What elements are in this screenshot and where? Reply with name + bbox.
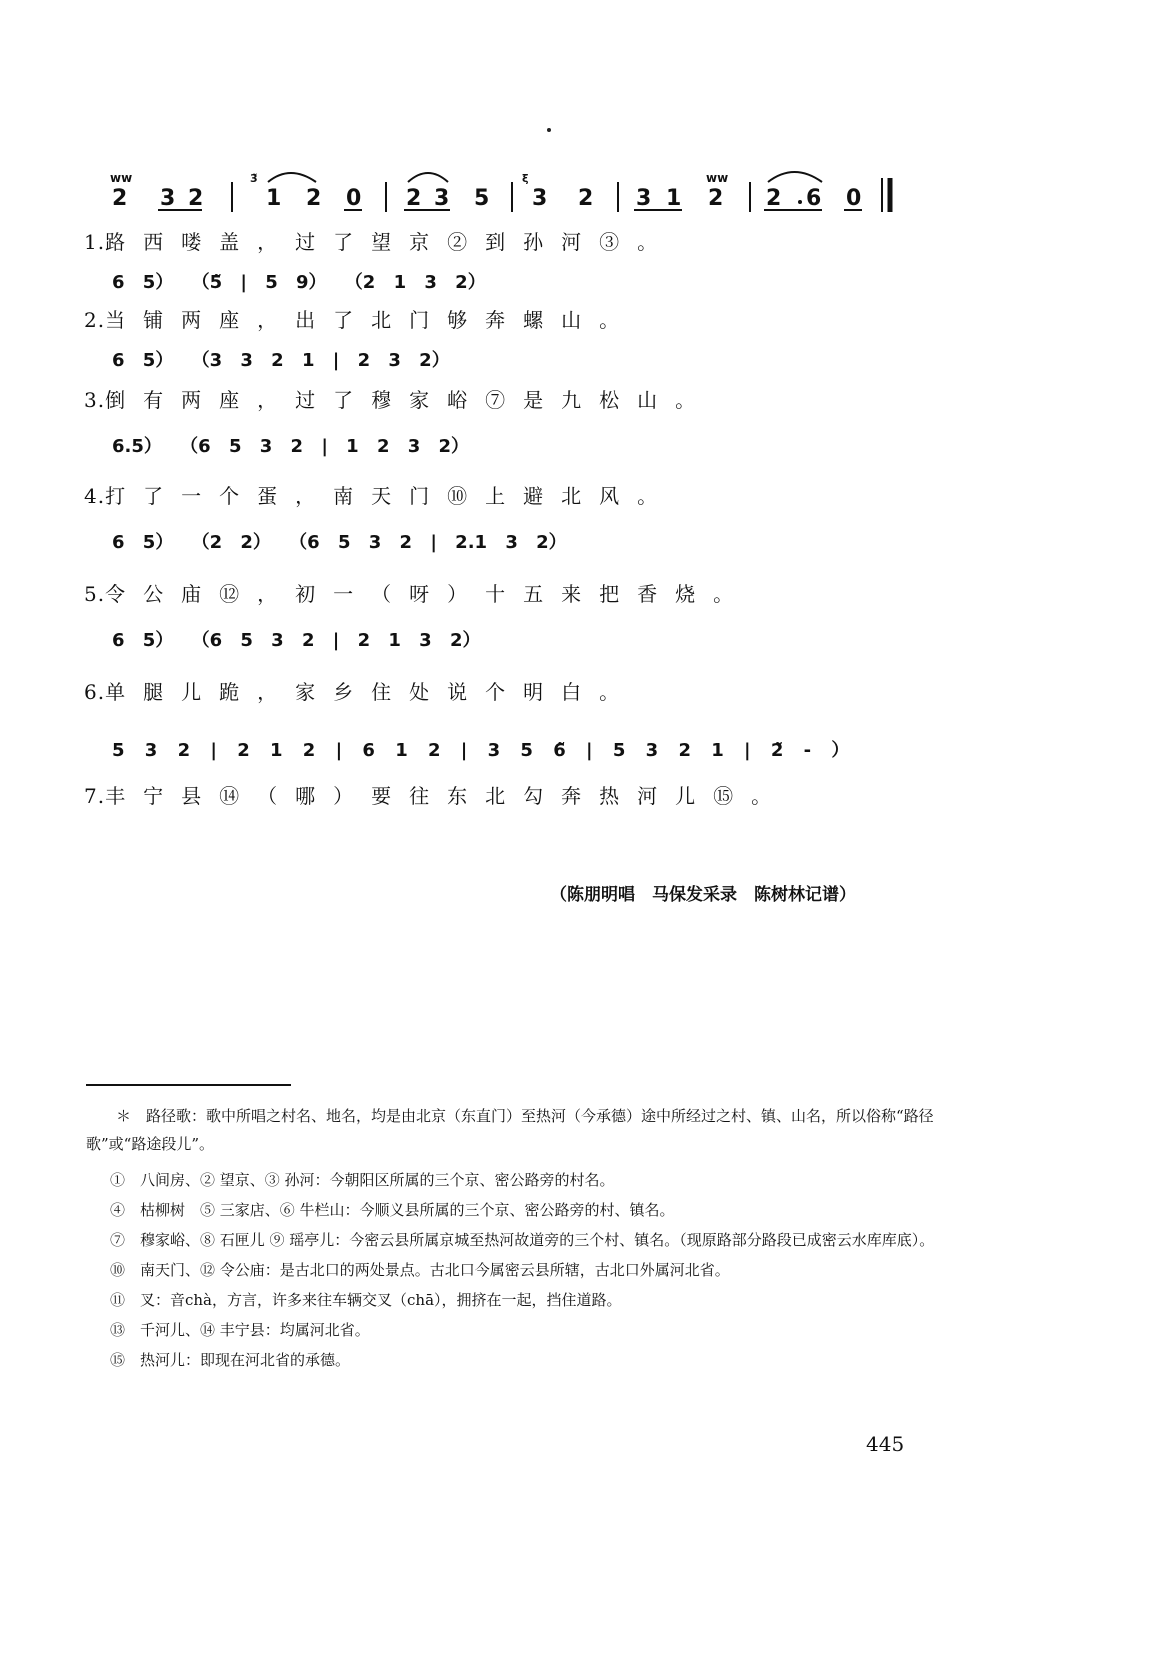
credit-text: （陈朋明唱 马保发采录 陈树林记谱） xyxy=(550,885,856,905)
svg-text:5: 5 xyxy=(474,186,490,211)
svg-text:0: 0 xyxy=(346,186,362,211)
verse-4 xyxy=(84,480,675,509)
verse-6 xyxy=(84,676,637,705)
verse-lyric: 令公庙⑫，初一（呀）十五来把香烧。 xyxy=(105,582,752,606)
score-top-line xyxy=(110,160,910,220)
verse-lyric: 打了一个蛋，南天门⑩上避北风。 xyxy=(105,484,676,508)
interlude-1 xyxy=(112,268,486,294)
footnotes xyxy=(86,1102,986,1374)
verse-number: 6. xyxy=(84,680,106,704)
verse-1 xyxy=(84,226,675,255)
verse-number: 2. xyxy=(84,308,106,332)
page-number-text: 445 xyxy=(866,1432,905,1456)
footnote-item: ＊ 路径歌：歌中所唱之村名、地名，均是由北京（东直门）至热河（今承德）途中所经过之村、镇、山名，所以俗称“路径歌”或“路途段儿”。 xyxy=(86,1107,934,1153)
svg-text:2: 2 xyxy=(306,186,322,211)
svg-text:2: 2 xyxy=(112,186,128,211)
interlude-text: 5 3 2 | 2 1 2 | 6 1 2 | 3 5 6̃ | 5 3 2 1 | 2̃ - ） xyxy=(112,740,850,761)
svg-text:1: 1 xyxy=(666,186,682,211)
interlude-6 xyxy=(112,736,849,762)
interlude-3 xyxy=(112,432,469,458)
svg-text:2: 2 xyxy=(766,186,782,211)
interlude-text: 6 5） （3 3 2 1 | 2 3 2） xyxy=(112,350,450,371)
svg-text:3: 3 xyxy=(434,186,450,211)
footnote-item: ⑬ 千河儿、⑭ 丰宁县：均属河北省。 xyxy=(110,1321,370,1339)
verse-number: 3. xyxy=(84,388,106,412)
credit-line xyxy=(550,880,856,905)
verse-lyric: 当铺两座，出了北门够奔螺山。 xyxy=(105,308,638,332)
footnote-divider xyxy=(86,1084,291,1086)
svg-text:2: 2 xyxy=(578,186,594,211)
svg-text:3: 3 xyxy=(636,186,652,211)
interlude-5 xyxy=(112,626,480,652)
svg-text:ww: ww xyxy=(706,171,729,185)
verse-number: 7. xyxy=(84,784,106,808)
svg-text:0: 0 xyxy=(846,186,862,211)
verse-5 xyxy=(84,578,751,607)
verse-lyric: 倒有两座，过了穆家峪⑦是九松山。 xyxy=(105,388,714,412)
footnote-item: ④ 枯柳树 ⑤ 三家店、⑥ 牛栏山：今顺义县所属的三个京、密公路旁的村、镇名。 xyxy=(110,1201,675,1219)
footnote-item: ⑪ 叉：音chà，方言，许多来往车辆交叉（chā），拥挤在一起，挡住道路。 xyxy=(110,1291,622,1309)
svg-text:ξ: ξ xyxy=(522,172,529,185)
verse-number: 4. xyxy=(84,484,106,508)
svg-text:2: 2 xyxy=(188,186,204,211)
verse-lyric: 丰宁县⑭（哪）要往东北勾奔热河儿⑮。 xyxy=(105,784,790,808)
interlude-text: 6 5） （6 5 3 2 | 2 1 3 2） xyxy=(112,630,481,651)
footnote-item: ⑩ 南天门、⑫ 令公庙：是古北口的两处景点。古北口今属密云县所辖，古北口外属河北省。 xyxy=(110,1261,730,1279)
svg-text:3: 3 xyxy=(532,186,548,211)
page-number xyxy=(866,1432,904,1456)
verse-lyric: 路西喽盖，过了望京②到孙河③。 xyxy=(105,230,676,254)
interlude-text: 6 5） （5̃ | 5 9） （2 1 3 2） xyxy=(112,272,486,293)
interlude-text: 6 5） （2 2） （6 5 3 2 | 2.1 3 2） xyxy=(112,532,567,553)
verse-2 xyxy=(84,304,637,333)
svg-text:1: 1 xyxy=(266,186,282,211)
speck-mark xyxy=(547,128,551,132)
svg-text:2: 2 xyxy=(406,186,422,211)
footnote-item: ⑦ 穆家峪、⑧ 石匣儿 ⑨ 瑶亭儿：今密云县所属京城至热河故道旁的三个村、镇名。（现原路部分路段已成密云水库库底）。 xyxy=(110,1231,935,1249)
score-top-svg xyxy=(110,160,910,220)
interlude-text: 6.5） （6 5 3 2 | 1 2 3 2） xyxy=(112,436,470,457)
svg-text:3̃: 3̃ xyxy=(250,172,258,185)
verse-3 xyxy=(84,384,713,413)
verse-number: 1. xyxy=(84,230,106,254)
verse-lyric: 单腿儿跪，家乡住处说个明白。 xyxy=(105,680,638,704)
svg-text:ww: ww xyxy=(110,171,133,185)
interlude-2 xyxy=(112,346,450,372)
verse-7 xyxy=(84,780,789,809)
svg-text:3: 3 xyxy=(160,186,176,211)
svg-text:2: 2 xyxy=(708,186,724,211)
svg-text:6: 6 xyxy=(806,186,822,211)
interlude-4 xyxy=(112,528,567,554)
footnote-item: ① 八间房、② 望京、③ 孙河：今朝阳区所属的三个京、密公路旁的村名。 xyxy=(110,1171,615,1189)
verse-number: 5. xyxy=(84,582,106,606)
footnote-item: ⑮ 热河儿：即现在河北省的承德。 xyxy=(110,1351,351,1369)
